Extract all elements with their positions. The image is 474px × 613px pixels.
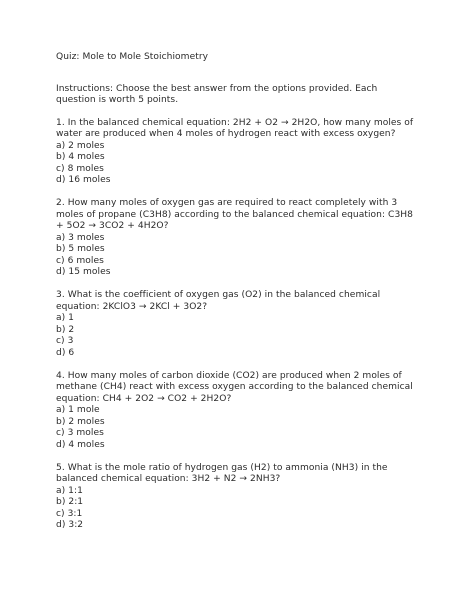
option-b: b) 2:1	[56, 497, 84, 507]
answer-options	[56, 405, 444, 451]
option-b: b) 2 moles	[56, 416, 105, 427]
answer-options	[56, 233, 444, 279]
question-text: 5. What is the mole ratio of hydrogen gas (H2) to ammonia (NH3) in the balanced chemical equation: 3H2 + N2 → 2NH3?	[56, 462, 388, 484]
question-text: 2. How many moles of oxygen gas are required to react completely with 3 moles of propane (C3H8) according to the balanced chemical equation: C3H8 + 5O2 → 3CO2 + 4H2O?	[56, 198, 413, 231]
option-b: b) 4 moles	[56, 152, 105, 162]
question-text: 3. What is the coefficient of oxygen gas (O2) in the balanced chemical equation: 2KClO3 → 2KCl + 3O2?	[56, 290, 381, 312]
option-c: c) 6 moles	[56, 255, 104, 266]
option-d: d) 6	[56, 347, 75, 358]
question-2	[56, 198, 444, 279]
option-a: a) 1 mole	[56, 405, 100, 415]
option-d: d) 16 moles	[56, 175, 111, 185]
option-c: c) 3 moles	[56, 428, 104, 438]
option-a: a) 2 moles	[56, 140, 105, 151]
quiz-title: Quiz: Mole to Mole Stoichiometry	[56, 52, 209, 62]
option-c: c) 3	[56, 336, 74, 346]
question-text: 4. How many moles of carbon dioxide (CO2) are produced when 2 moles of methane (CH4) react with excess oxygen according to the balanced chemical equation: CH4 + 2O2 → CO2 + 2H2O?	[56, 370, 413, 404]
option-a: a) 1	[56, 313, 74, 323]
option-b: b) 2	[56, 324, 75, 335]
option-d: d) 3:2	[56, 520, 84, 530]
option-c: c) 3:1	[56, 508, 83, 519]
question-3	[56, 290, 444, 359]
option-d: d) 15 moles	[56, 267, 111, 277]
option-d: d) 4 moles	[56, 439, 105, 450]
question-5	[56, 463, 444, 532]
option-a: a) 1:1	[56, 485, 83, 496]
option-a: a) 3 moles	[56, 232, 105, 243]
option-c: c) 8 moles	[56, 163, 104, 174]
question-4	[56, 371, 444, 452]
option-b: b) 5 moles	[56, 244, 105, 254]
answer-options	[56, 313, 444, 359]
answer-options	[56, 486, 444, 532]
answer-options	[56, 141, 444, 187]
question-1	[56, 118, 444, 187]
quiz-instructions: Instructions: Choose the best answer from the options provided. Each question is worth 5 points.	[56, 83, 378, 105]
question-text: 1. In the balanced chemical equation: 2H2 + O2 → 2H2O, how many moles of water are produced when 4 moles of hydrogen react with excess oxygen?	[56, 117, 414, 139]
